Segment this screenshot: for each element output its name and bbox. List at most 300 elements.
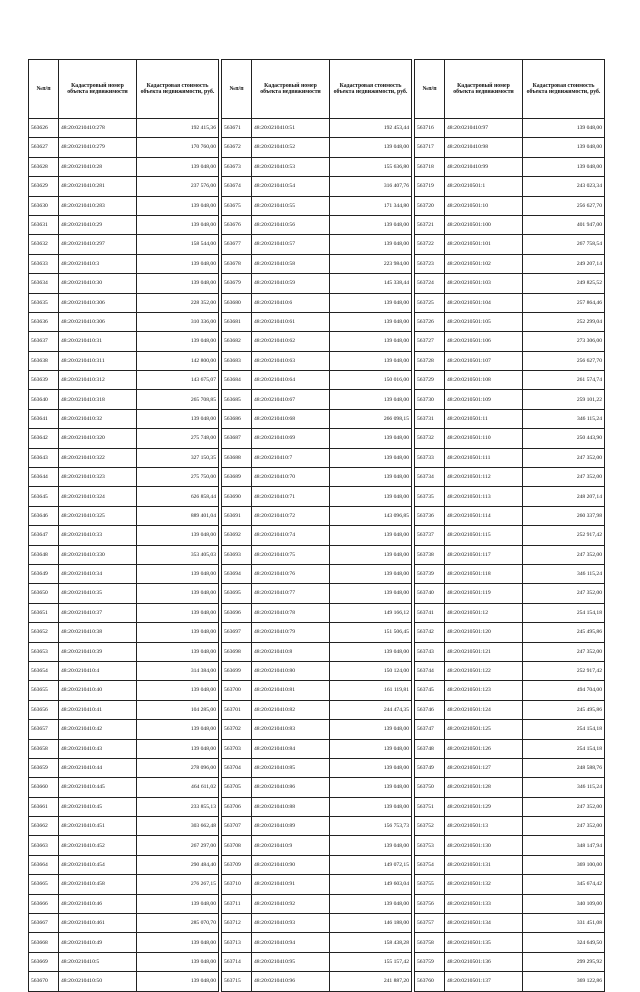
cadastral-value: 139 048,00 bbox=[137, 215, 219, 234]
row-number: 563731 bbox=[415, 409, 445, 428]
cadastral-number: 48:20:0210410:84 bbox=[252, 739, 330, 758]
cadastral-number: 48:20:0210410:86 bbox=[252, 778, 330, 797]
cadastral-number: 48:20:0210410:61 bbox=[252, 312, 330, 331]
cadastral-number: 48:20:0210410:322 bbox=[59, 448, 137, 467]
table-row bbox=[415, 642, 605, 661]
header-cadastral-number: Кадастровый номер объекта недвижимости bbox=[252, 60, 330, 119]
table-row bbox=[222, 700, 412, 719]
table-row bbox=[222, 487, 412, 506]
table-row bbox=[222, 894, 412, 913]
row-number: 563652 bbox=[29, 623, 59, 642]
table-row bbox=[415, 312, 605, 331]
row-number: 563633 bbox=[29, 254, 59, 273]
cadastral-value: 139 048,00 bbox=[330, 564, 412, 583]
table-row bbox=[222, 177, 412, 196]
cadastral-number: 48:20:0210410:39 bbox=[59, 642, 137, 661]
table-row bbox=[222, 720, 412, 739]
table-row bbox=[222, 584, 412, 603]
cadastral-value: 248 588,76 bbox=[523, 758, 605, 777]
cadastral-value: 244 474,35 bbox=[330, 700, 412, 719]
cadastral-value: 285 070,70 bbox=[137, 914, 219, 933]
cadastral-value: 346 115,24 bbox=[523, 564, 605, 583]
table-row bbox=[222, 603, 412, 622]
cadastral-value: 149 166,12 bbox=[330, 603, 412, 622]
cadastral-number: 48:20:0210501:1 bbox=[445, 177, 523, 196]
row-number: 563640 bbox=[29, 390, 59, 409]
table-row bbox=[222, 952, 412, 971]
row-number: 563666 bbox=[29, 894, 59, 913]
header-cadastral-value: Кадастровая стоимость объекта недвижимости, руб. bbox=[137, 60, 219, 119]
cadastral-number: 48:20:0210501:106 bbox=[445, 332, 523, 351]
row-number: 563635 bbox=[29, 293, 59, 312]
table-row bbox=[415, 603, 605, 622]
cadastral-value: 192 453,44 bbox=[330, 119, 412, 138]
cadastral-number: 48:20:0210410:306 bbox=[59, 293, 137, 312]
header-row bbox=[222, 60, 412, 119]
row-number: 563672 bbox=[222, 138, 252, 157]
row-number: 563754 bbox=[415, 855, 445, 874]
cadastral-value: 327 150,35 bbox=[137, 448, 219, 467]
row-number: 563687 bbox=[222, 429, 252, 448]
row-number: 563700 bbox=[222, 681, 252, 700]
row-number: 563659 bbox=[29, 758, 59, 777]
cadastral-value: 247 352,00 bbox=[523, 468, 605, 487]
row-number: 563734 bbox=[415, 468, 445, 487]
row-number: 563688 bbox=[222, 448, 252, 467]
cadastral-value: 241 887,20 bbox=[330, 972, 412, 991]
table-row bbox=[29, 390, 219, 409]
row-number: 563657 bbox=[29, 720, 59, 739]
cadastral-number: 48:20:0210410:46 bbox=[59, 894, 137, 913]
cadastral-number: 48:20:0210410:55 bbox=[252, 196, 330, 215]
cadastral-value: 143 675,07 bbox=[137, 371, 219, 390]
cadastral-number: 48:20:0210501:113 bbox=[445, 487, 523, 506]
cadastral-number: 48:20:0210410:85 bbox=[252, 758, 330, 777]
row-number: 563743 bbox=[415, 642, 445, 661]
cadastral-value: 243 023,34 bbox=[523, 177, 605, 196]
row-number: 563739 bbox=[415, 564, 445, 583]
table-row bbox=[415, 138, 605, 157]
row-number: 563752 bbox=[415, 817, 445, 836]
table-row bbox=[29, 681, 219, 700]
row-number: 563715 bbox=[222, 972, 252, 991]
table-row bbox=[415, 274, 605, 293]
row-number: 563713 bbox=[222, 933, 252, 952]
row-number: 563671 bbox=[222, 119, 252, 138]
row-number: 563736 bbox=[415, 506, 445, 525]
header-cadastral-number: Кадастровый номер объекта недвижимости bbox=[445, 60, 523, 119]
cadastral-number: 48:20:0210410:52 bbox=[252, 138, 330, 157]
header-cadastral-value: Кадастровая стоимость объекта недвижимости, руб. bbox=[523, 60, 605, 119]
cadastral-value: 146 188,00 bbox=[330, 914, 412, 933]
row-number: 563651 bbox=[29, 603, 59, 622]
table-row bbox=[29, 157, 219, 176]
cadastral-value: 139 048,00 bbox=[330, 429, 412, 448]
table-row bbox=[415, 952, 605, 971]
row-number: 563668 bbox=[29, 933, 59, 952]
cadastral-value: 260 337,98 bbox=[523, 506, 605, 525]
table-row bbox=[29, 545, 219, 564]
cadastral-value: 139 048,00 bbox=[137, 603, 219, 622]
cadastral-value: 145 338,44 bbox=[330, 274, 412, 293]
table-row bbox=[29, 526, 219, 545]
table-row bbox=[415, 487, 605, 506]
table-row bbox=[29, 429, 219, 448]
cadastral-number: 48:20:0210501:105 bbox=[445, 312, 523, 331]
cadastral-value: 252 917,42 bbox=[523, 526, 605, 545]
row-number: 563630 bbox=[29, 196, 59, 215]
row-number: 563699 bbox=[222, 661, 252, 680]
table-row bbox=[29, 371, 219, 390]
cadastral-value: 139 048,00 bbox=[137, 623, 219, 642]
cadastral-value: 273 306,00 bbox=[523, 332, 605, 351]
row-number: 563669 bbox=[29, 952, 59, 971]
table-row bbox=[415, 817, 605, 836]
cadastral-value: 259 101,22 bbox=[523, 390, 605, 409]
cadastral-number: 48:20:0210410:33 bbox=[59, 526, 137, 545]
row-number: 563725 bbox=[415, 293, 445, 312]
table-row bbox=[29, 739, 219, 758]
row-number: 563654 bbox=[29, 661, 59, 680]
row-number: 563683 bbox=[222, 351, 252, 370]
header-cadastral-value: Кадастровая стоимость объекта недвижимости, руб. bbox=[330, 60, 412, 119]
cadastral-value: 252 917,42 bbox=[523, 661, 605, 680]
cadastral-number: 48:20:0210501:119 bbox=[445, 584, 523, 603]
cadastral-number: 48:20:0210501:134 bbox=[445, 914, 523, 933]
table-row bbox=[29, 215, 219, 234]
row-number: 563655 bbox=[29, 681, 59, 700]
table-row bbox=[29, 661, 219, 680]
cadastral-value: 139 048,00 bbox=[330, 312, 412, 331]
cadastral-number: 48:20:0210410:81 bbox=[252, 681, 330, 700]
table-row bbox=[415, 196, 605, 215]
row-number: 563738 bbox=[415, 545, 445, 564]
row-number: 563748 bbox=[415, 739, 445, 758]
cadastral-number: 48:20:0210501:104 bbox=[445, 293, 523, 312]
table-row bbox=[415, 739, 605, 758]
cadastral-number: 48:20:0210410:56 bbox=[252, 215, 330, 234]
cadastral-table-1 bbox=[28, 59, 219, 992]
row-number: 563644 bbox=[29, 468, 59, 487]
cadastral-number: 48:20:0210410:9 bbox=[252, 836, 330, 855]
cadastral-value: 139 048,00 bbox=[137, 409, 219, 428]
cadastral-value: 139 048,00 bbox=[137, 254, 219, 273]
table-row bbox=[222, 138, 412, 157]
row-number: 563729 bbox=[415, 371, 445, 390]
row-number: 563673 bbox=[222, 157, 252, 176]
row-number: 563726 bbox=[415, 312, 445, 331]
cadastral-number: 48:20:0210410:91 bbox=[252, 875, 330, 894]
cadastral-value: 348 147,94 bbox=[523, 836, 605, 855]
cadastral-value: 139 048,00 bbox=[523, 119, 605, 138]
cadastral-number: 48:20:0210501:135 bbox=[445, 933, 523, 952]
row-number: 563723 bbox=[415, 254, 445, 273]
table-row bbox=[29, 235, 219, 254]
row-number: 563650 bbox=[29, 584, 59, 603]
cadastral-table-3 bbox=[414, 59, 605, 992]
cadastral-value: 139 048,00 bbox=[330, 584, 412, 603]
cadastral-number: 48:20:0210501:131 bbox=[445, 855, 523, 874]
cadastral-number: 48:20:0210410:49 bbox=[59, 933, 137, 952]
table-row bbox=[415, 429, 605, 448]
cadastral-value: 266 098,15 bbox=[330, 409, 412, 428]
table-row bbox=[29, 642, 219, 661]
cadastral-value: 256 627,70 bbox=[523, 196, 605, 215]
table-row bbox=[415, 894, 605, 913]
cadastral-number: 48:20:0210410:72 bbox=[252, 506, 330, 525]
cadastral-value: 139 048,00 bbox=[330, 448, 412, 467]
row-number: 563711 bbox=[222, 894, 252, 913]
table-row bbox=[222, 448, 412, 467]
cadastral-number: 48:20:0210410:324 bbox=[59, 487, 137, 506]
table-row bbox=[222, 371, 412, 390]
cadastral-number: 48:20:0210501:136 bbox=[445, 952, 523, 971]
row-number: 563755 bbox=[415, 875, 445, 894]
cadastral-value: 314 384,00 bbox=[137, 661, 219, 680]
cadastral-value: 155 157,42 bbox=[330, 952, 412, 971]
cadastral-number: 48:20:0210501:120 bbox=[445, 623, 523, 642]
cadastral-value: 261 574,74 bbox=[523, 371, 605, 390]
header-number: №п/п bbox=[415, 60, 445, 119]
row-number: 563730 bbox=[415, 390, 445, 409]
row-number: 563684 bbox=[222, 371, 252, 390]
row-number: 563705 bbox=[222, 778, 252, 797]
cadastral-value: 139 048,00 bbox=[137, 739, 219, 758]
cadastral-value: 265 708,85 bbox=[137, 390, 219, 409]
table-row bbox=[29, 603, 219, 622]
cadastral-number: 48:20:0210410:278 bbox=[59, 119, 137, 138]
cadastral-number: 48:20:0210410:283 bbox=[59, 196, 137, 215]
row-number: 563628 bbox=[29, 157, 59, 176]
cadastral-number: 48:20:0210501:137 bbox=[445, 972, 523, 991]
cadastral-value: 139 048,00 bbox=[330, 758, 412, 777]
cadastral-number: 48:20:0210410:63 bbox=[252, 351, 330, 370]
table-row bbox=[29, 332, 219, 351]
table-row bbox=[222, 933, 412, 952]
cadastral-value: 494 704,00 bbox=[523, 681, 605, 700]
cadastral-value: 139 048,00 bbox=[137, 720, 219, 739]
table-row bbox=[222, 157, 412, 176]
cadastral-value: 139 048,00 bbox=[330, 351, 412, 370]
table-row bbox=[222, 797, 412, 816]
cadastral-number: 48:20:0210410:31 bbox=[59, 332, 137, 351]
row-number: 563658 bbox=[29, 739, 59, 758]
cadastral-value: 345 674,42 bbox=[523, 875, 605, 894]
cadastral-number: 48:20:0210410:76 bbox=[252, 564, 330, 583]
table-row bbox=[29, 758, 219, 777]
table-row bbox=[415, 526, 605, 545]
table-row bbox=[29, 952, 219, 971]
row-number: 563674 bbox=[222, 177, 252, 196]
row-number: 563697 bbox=[222, 623, 252, 642]
row-number: 563626 bbox=[29, 119, 59, 138]
cadastral-value: 192 415,36 bbox=[137, 119, 219, 138]
row-number: 563679 bbox=[222, 274, 252, 293]
row-number: 563718 bbox=[415, 157, 445, 176]
row-number: 563701 bbox=[222, 700, 252, 719]
cadastral-number: 48:20:0210501:12 bbox=[445, 603, 523, 622]
cadastral-value: 369 100,00 bbox=[523, 855, 605, 874]
cadastral-value: 254 154,18 bbox=[523, 739, 605, 758]
cadastral-number: 48:20:0210410:323 bbox=[59, 468, 137, 487]
row-number: 563745 bbox=[415, 681, 445, 700]
cadastral-number: 48:20:0210410:79 bbox=[252, 623, 330, 642]
row-number: 563727 bbox=[415, 332, 445, 351]
row-number: 563696 bbox=[222, 603, 252, 622]
table-row bbox=[222, 661, 412, 680]
cadastral-number: 48:20:0210410:98 bbox=[445, 138, 523, 157]
cadastral-number: 48:20:0210501:10 bbox=[445, 196, 523, 215]
cadastral-number: 48:20:0210501:103 bbox=[445, 274, 523, 293]
cadastral-number: 48:20:0210501:101 bbox=[445, 235, 523, 254]
cadastral-number: 48:20:0210501:125 bbox=[445, 720, 523, 739]
cadastral-number: 48:20:0210501:110 bbox=[445, 429, 523, 448]
cadastral-value: 249 825,52 bbox=[523, 274, 605, 293]
row-number: 563663 bbox=[29, 836, 59, 855]
table-row bbox=[29, 623, 219, 642]
cadastral-value: 278 096,00 bbox=[137, 758, 219, 777]
cadastral-number: 48:20:0210410:452 bbox=[59, 836, 137, 855]
row-number: 563759 bbox=[415, 952, 445, 971]
row-number: 563704 bbox=[222, 758, 252, 777]
table-row bbox=[415, 700, 605, 719]
row-number: 563639 bbox=[29, 371, 59, 390]
table-row bbox=[29, 274, 219, 293]
table-row bbox=[222, 564, 412, 583]
cadastral-value: 139 048,00 bbox=[137, 332, 219, 351]
cadastral-number: 48:20:0210501:124 bbox=[445, 700, 523, 719]
table-row bbox=[29, 351, 219, 370]
row-number: 563660 bbox=[29, 778, 59, 797]
row-number: 563708 bbox=[222, 836, 252, 855]
cadastral-number: 48:20:0210410:330 bbox=[59, 545, 137, 564]
cadastral-number: 48:20:0210501:102 bbox=[445, 254, 523, 273]
row-number: 563742 bbox=[415, 623, 445, 642]
row-number: 563691 bbox=[222, 506, 252, 525]
row-number: 563733 bbox=[415, 448, 445, 467]
table-row bbox=[29, 972, 219, 991]
cadastral-number: 48:20:0210410:68 bbox=[252, 409, 330, 428]
table-row bbox=[29, 119, 219, 138]
cadastral-value: 139 048,00 bbox=[137, 952, 219, 971]
cadastral-value: 276 267,15 bbox=[137, 875, 219, 894]
table-row bbox=[29, 817, 219, 836]
cadastral-value: 139 048,00 bbox=[330, 836, 412, 855]
cadastral-value: 149 603,04 bbox=[330, 875, 412, 894]
row-number: 563641 bbox=[29, 409, 59, 428]
table-row bbox=[29, 177, 219, 196]
table-row bbox=[29, 196, 219, 215]
table-row bbox=[222, 312, 412, 331]
cadastral-number: 48:20:0210410:42 bbox=[59, 720, 137, 739]
cadastral-value: 233 855,13 bbox=[137, 797, 219, 816]
row-number: 563642 bbox=[29, 429, 59, 448]
table-row bbox=[415, 875, 605, 894]
row-number: 563747 bbox=[415, 720, 445, 739]
cadastral-number: 48:20:0210410:69 bbox=[252, 429, 330, 448]
table-row bbox=[29, 564, 219, 583]
table-row bbox=[222, 623, 412, 642]
cadastral-number: 48:20:0210410:30 bbox=[59, 274, 137, 293]
cadastral-number: 48:20:0210501:129 bbox=[445, 797, 523, 816]
cadastral-number: 48:20:0210501:128 bbox=[445, 778, 523, 797]
row-number: 563695 bbox=[222, 584, 252, 603]
cadastral-value: 223 984,00 bbox=[330, 254, 412, 273]
cadastral-number: 48:20:0210410:306 bbox=[59, 312, 137, 331]
table-row bbox=[222, 429, 412, 448]
row-number: 563740 bbox=[415, 584, 445, 603]
row-number: 563675 bbox=[222, 196, 252, 215]
cadastral-number: 48:20:0210410:297 bbox=[59, 235, 137, 254]
cadastral-number: 48:20:0210501:132 bbox=[445, 875, 523, 894]
row-number: 563627 bbox=[29, 138, 59, 157]
cadastral-value: 275 750,00 bbox=[137, 468, 219, 487]
cadastral-value: 139 048,00 bbox=[137, 933, 219, 952]
cadastral-number: 48:20:0210410:5 bbox=[59, 952, 137, 971]
cadastral-value: 151 506,45 bbox=[330, 623, 412, 642]
row-number: 563741 bbox=[415, 603, 445, 622]
table-row bbox=[415, 177, 605, 196]
cadastral-number: 48:20:0210410:458 bbox=[59, 875, 137, 894]
cadastral-number: 48:20:0210410:58 bbox=[252, 254, 330, 273]
cadastral-value: 139 048,00 bbox=[137, 196, 219, 215]
cadastral-number: 48:20:0210501:127 bbox=[445, 758, 523, 777]
cadastral-value: 139 048,00 bbox=[137, 526, 219, 545]
cadastral-value: 139 048,00 bbox=[137, 584, 219, 603]
row-number: 563637 bbox=[29, 332, 59, 351]
cadastral-number: 48:20:0210410:29 bbox=[59, 215, 137, 234]
row-number: 563721 bbox=[415, 215, 445, 234]
cadastral-number: 48:20:0210410:445 bbox=[59, 778, 137, 797]
cadastral-number: 48:20:0210410:71 bbox=[252, 487, 330, 506]
table-row bbox=[29, 293, 219, 312]
cadastral-value: 139 048,00 bbox=[330, 468, 412, 487]
table-row bbox=[415, 972, 605, 991]
cadastral-value: 247 352,00 bbox=[523, 584, 605, 603]
cadastral-table-2 bbox=[221, 59, 412, 992]
row-number: 563656 bbox=[29, 700, 59, 719]
cadastral-value: 156 753,73 bbox=[330, 817, 412, 836]
table-row bbox=[222, 293, 412, 312]
cadastral-value: 139 048,00 bbox=[330, 720, 412, 739]
cadastral-number: 48:20:0210501:100 bbox=[445, 215, 523, 234]
cadastral-value: 149 072,15 bbox=[330, 855, 412, 874]
cadastral-value: 889 401,04 bbox=[137, 506, 219, 525]
row-number: 563649 bbox=[29, 564, 59, 583]
cadastral-value: 139 048,00 bbox=[523, 157, 605, 176]
table-row bbox=[415, 119, 605, 138]
cadastral-number: 48:20:0210410:64 bbox=[252, 371, 330, 390]
cadastral-value: 252 299,04 bbox=[523, 312, 605, 331]
table-row bbox=[415, 448, 605, 467]
cadastral-number: 48:20:0210501:118 bbox=[445, 564, 523, 583]
cadastral-number: 48:20:0210410:318 bbox=[59, 390, 137, 409]
table-row bbox=[222, 506, 412, 525]
cadastral-value: 143 096,85 bbox=[330, 506, 412, 525]
cadastral-number: 48:20:0210410:34 bbox=[59, 564, 137, 583]
cadastral-number: 48:20:0210410:75 bbox=[252, 545, 330, 564]
table-row bbox=[29, 875, 219, 894]
row-number: 563648 bbox=[29, 545, 59, 564]
table-row bbox=[222, 642, 412, 661]
row-number: 563632 bbox=[29, 235, 59, 254]
row-number: 563746 bbox=[415, 700, 445, 719]
cadastral-number: 48:20:0210410:74 bbox=[252, 526, 330, 545]
cadastral-number: 48:20:0210410:44 bbox=[59, 758, 137, 777]
row-number: 563728 bbox=[415, 351, 445, 370]
row-number: 563694 bbox=[222, 564, 252, 583]
table-row bbox=[222, 739, 412, 758]
